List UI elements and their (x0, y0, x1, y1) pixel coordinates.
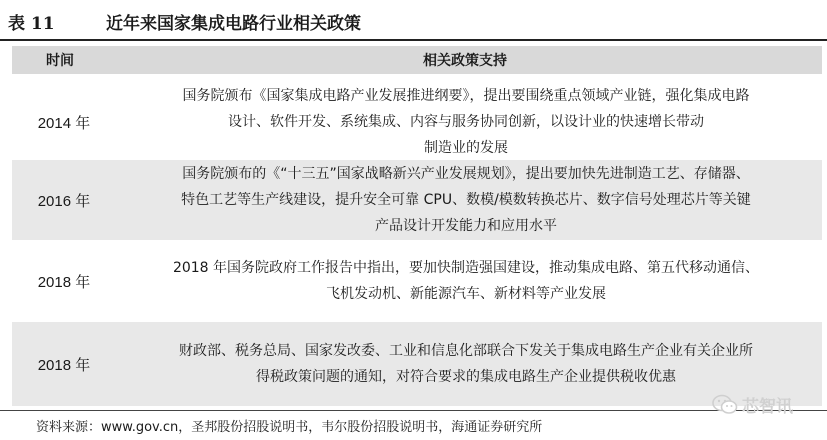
table-row (12, 246, 822, 316)
row-policy (116, 83, 822, 161)
row-policy (116, 161, 822, 239)
watermark-text: 芯智讯 (742, 397, 793, 417)
table-header (12, 46, 822, 74)
policy-line: 国务院颁布《国家集成电路产业发展推进纲要》，提出要围绕重点领域产业链，强化集成电路 (182, 88, 750, 104)
policy-line: 得税政策问题的通知，对符合要求的集成电路生产企业提供税收优惠 (256, 369, 676, 385)
header-policy: 相关政策支持 (423, 53, 507, 69)
row-policy (116, 255, 822, 307)
wechat-icon (712, 394, 738, 416)
policy-line: 设计、软件开发、系统集成、内容与服务协同创新，以设计业的快速增长带动 (228, 114, 704, 130)
row-policy (116, 338, 822, 390)
title-divider (0, 39, 827, 41)
source-note: 资料来源：www.gov.cn，圣邦股份招股说明书，韦尔股份招股说明书，海通证券研究所 (36, 420, 543, 435)
row-year: 2018 年 (37, 356, 91, 374)
table-title: 近年来国家集成电路行业相关政策 (106, 13, 361, 34)
table-number: 表 11 (8, 13, 55, 34)
policy-line: 特色工艺等生产线建设，提升安全可靠 CPU、数模/模数转换芯片、数字信号处理芯片等关键 (181, 192, 751, 208)
table-title-row (0, 8, 827, 34)
table-row (12, 322, 822, 406)
policy-line: 飞机发动机、新能源汽车、新材料等产业发展 (326, 286, 606, 302)
row-year: 2016 年 (37, 192, 91, 210)
policy-line: 财政部、税务总局、国家发改委、工业和信息化部联合下发关于集成电路生产企业有关企业所 (179, 343, 753, 359)
watermark (712, 392, 793, 417)
table-row (12, 160, 822, 240)
policy-line: 制造业的发展 (424, 140, 508, 156)
policy-line: 2018 年国务院政府工作报告中指出，要加快制造强国建设，推动集成电路、第五代移动通信、 (172, 260, 760, 276)
table-row (12, 80, 822, 164)
header-time: 时间 (46, 53, 74, 69)
policy-line: 产品设计开发能力和应用水平 (375, 218, 557, 234)
policy-line: 国务院颁布的《“十三五”国家战略新兴产业发展规划》，提出要加快先进制造工艺、存储器、 (182, 166, 750, 182)
bottom-divider (0, 410, 827, 411)
row-year: 2018 年 (37, 273, 91, 291)
row-year: 2014 年 (37, 114, 91, 132)
